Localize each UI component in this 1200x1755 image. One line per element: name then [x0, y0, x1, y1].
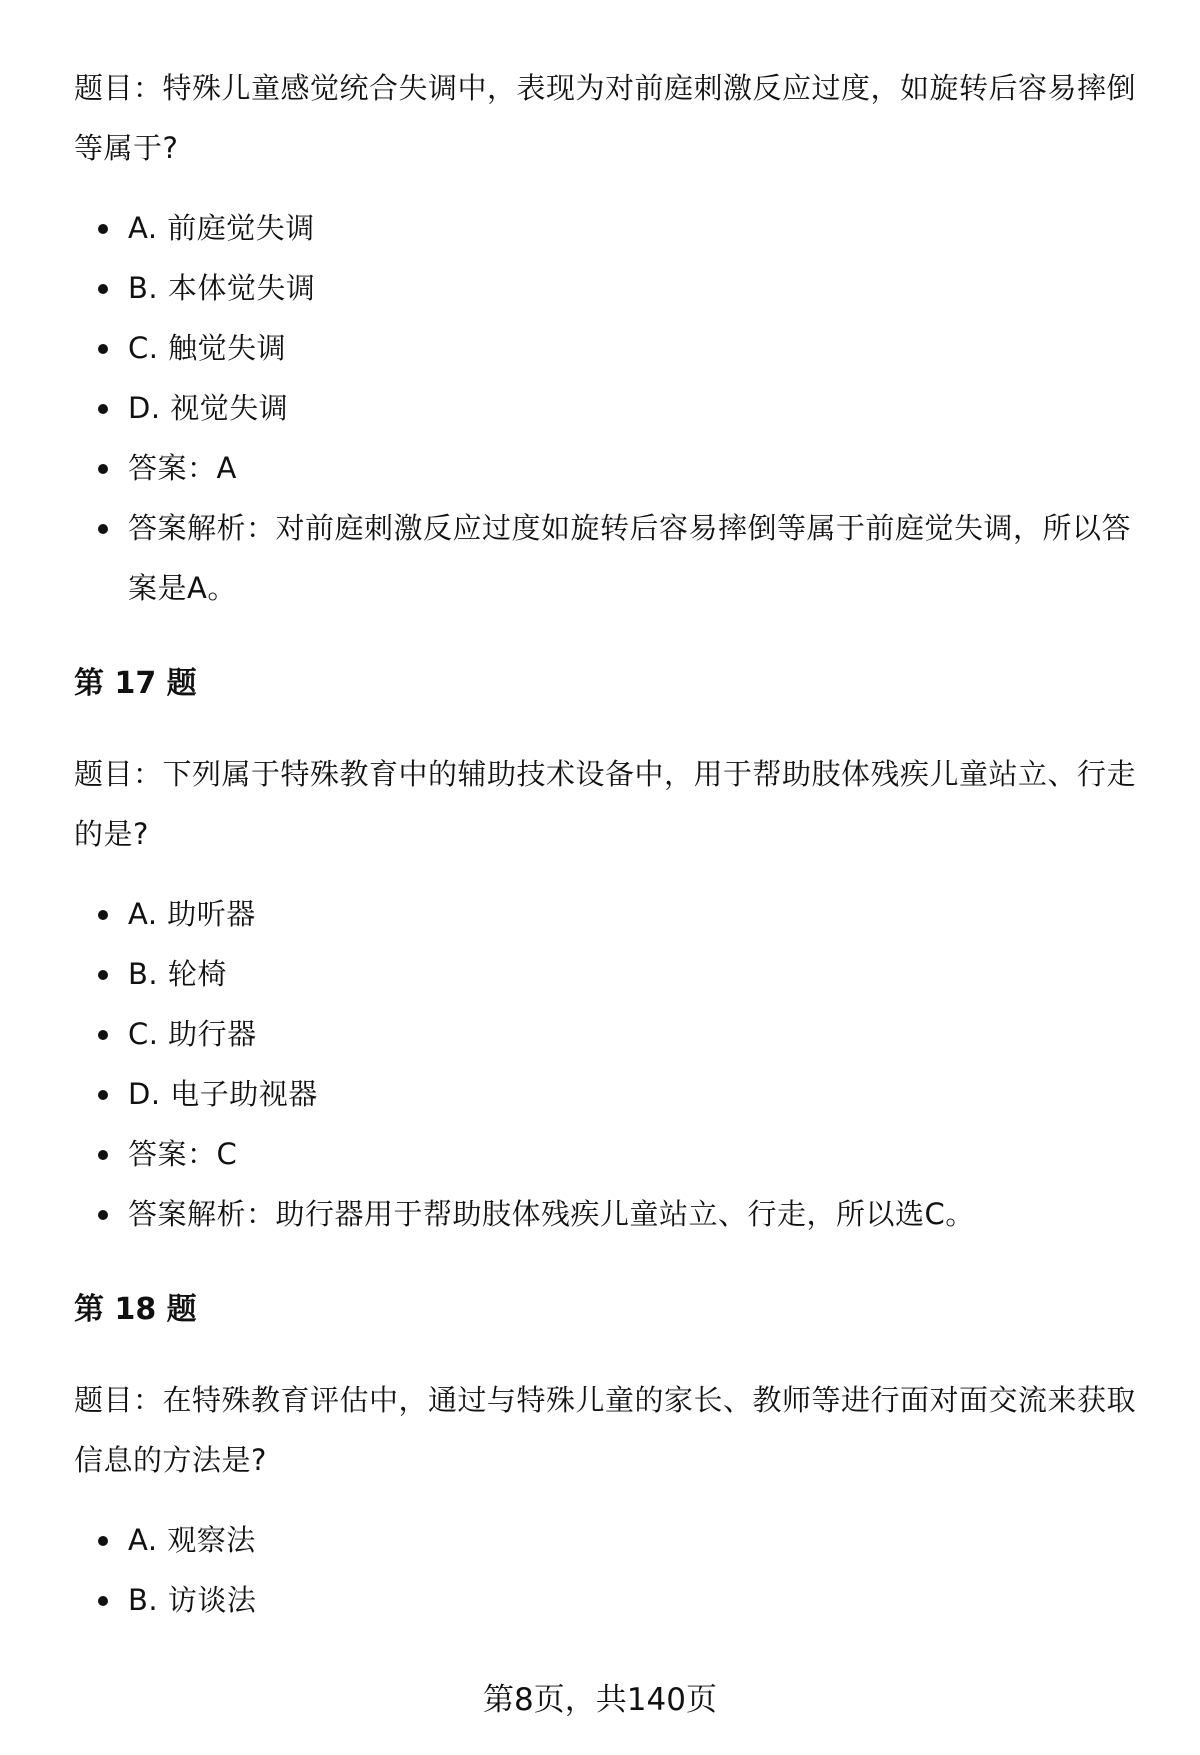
bullet-icon: [98, 344, 108, 354]
bullet-icon: [98, 1150, 108, 1160]
analysis-item: [74, 498, 1154, 618]
bullet-icon: [98, 284, 108, 294]
option-item: [74, 1570, 1154, 1630]
bullet-icon: [98, 1210, 108, 1220]
option-label: D. 电子助视器: [128, 1077, 318, 1111]
option-item: [74, 258, 1154, 318]
bullet-icon: [98, 224, 108, 234]
option-item: [74, 318, 1154, 378]
question-18-heading: 第 18 题: [74, 1292, 197, 1327]
option-item: [74, 1510, 1154, 1570]
option-label: A. 观察法: [128, 1523, 256, 1557]
answer-label: 答案：A: [128, 451, 237, 485]
question-17-text: 题目：下列属于特殊教育中的辅助技术设备中，用于帮助肢体残疾儿童站立、行走的是?: [74, 757, 1137, 851]
question-17: [74, 744, 1154, 1244]
analysis-label: 答案解析：助行器用于帮助肢体残疾儿童站立、行走，所以选C。: [128, 1197, 975, 1231]
bullet-icon: [98, 1596, 108, 1606]
bullet-icon: [98, 970, 108, 980]
question-18: [74, 1370, 1154, 1630]
option-label: A. 助听器: [128, 897, 256, 931]
option-label: C. 助行器: [128, 1017, 257, 1051]
option-item: [74, 884, 1154, 944]
analysis-label: 答案解析：对前庭刺激反应过度如旋转后容易摔倒等属于前庭觉失调，所以答案是A。: [128, 511, 1132, 605]
bullet-icon: [98, 404, 108, 414]
option-label: C. 触觉失调: [128, 331, 287, 365]
analysis-item: [74, 1184, 1154, 1244]
option-label: A. 前庭觉失调: [128, 211, 315, 245]
document-page: [74, 0, 1154, 1755]
bullet-icon: [98, 1030, 108, 1040]
page-number-footer: 第8页，共140页: [483, 1682, 717, 1718]
question-17-options: [74, 884, 1154, 1244]
bullet-icon: [98, 524, 108, 534]
bullet-icon: [98, 1536, 108, 1546]
question-16-options: [74, 198, 1154, 618]
option-item: [74, 198, 1154, 258]
bullet-icon: [98, 910, 108, 920]
bullet-icon: [98, 1090, 108, 1100]
question-18-options: [74, 1510, 1154, 1630]
question-16: [74, 58, 1154, 618]
option-item: [74, 378, 1154, 438]
option-item: [74, 1004, 1154, 1064]
answer-item: [74, 438, 1154, 498]
question-16-text: 题目：特殊儿童感觉统合失调中，表现为对前庭刺激反应过度，如旋转后容易摔倒等属于?: [74, 71, 1137, 165]
option-item: [74, 944, 1154, 1004]
option-label: B. 轮椅: [128, 957, 227, 991]
option-label: B. 访谈法: [128, 1583, 257, 1617]
option-label: B. 本体觉失调: [128, 271, 316, 305]
question-17-heading: 第 17 题: [74, 666, 197, 701]
answer-label: 答案：C: [128, 1137, 238, 1171]
option-label: D. 视觉失调: [128, 391, 289, 425]
question-18-text: 题目：在特殊教育评估中，通过与特殊儿童的家长、教师等进行面对面交流来获取信息的方法是?: [74, 1383, 1137, 1477]
option-item: [74, 1064, 1154, 1124]
answer-item: [74, 1124, 1154, 1184]
bullet-icon: [98, 464, 108, 474]
